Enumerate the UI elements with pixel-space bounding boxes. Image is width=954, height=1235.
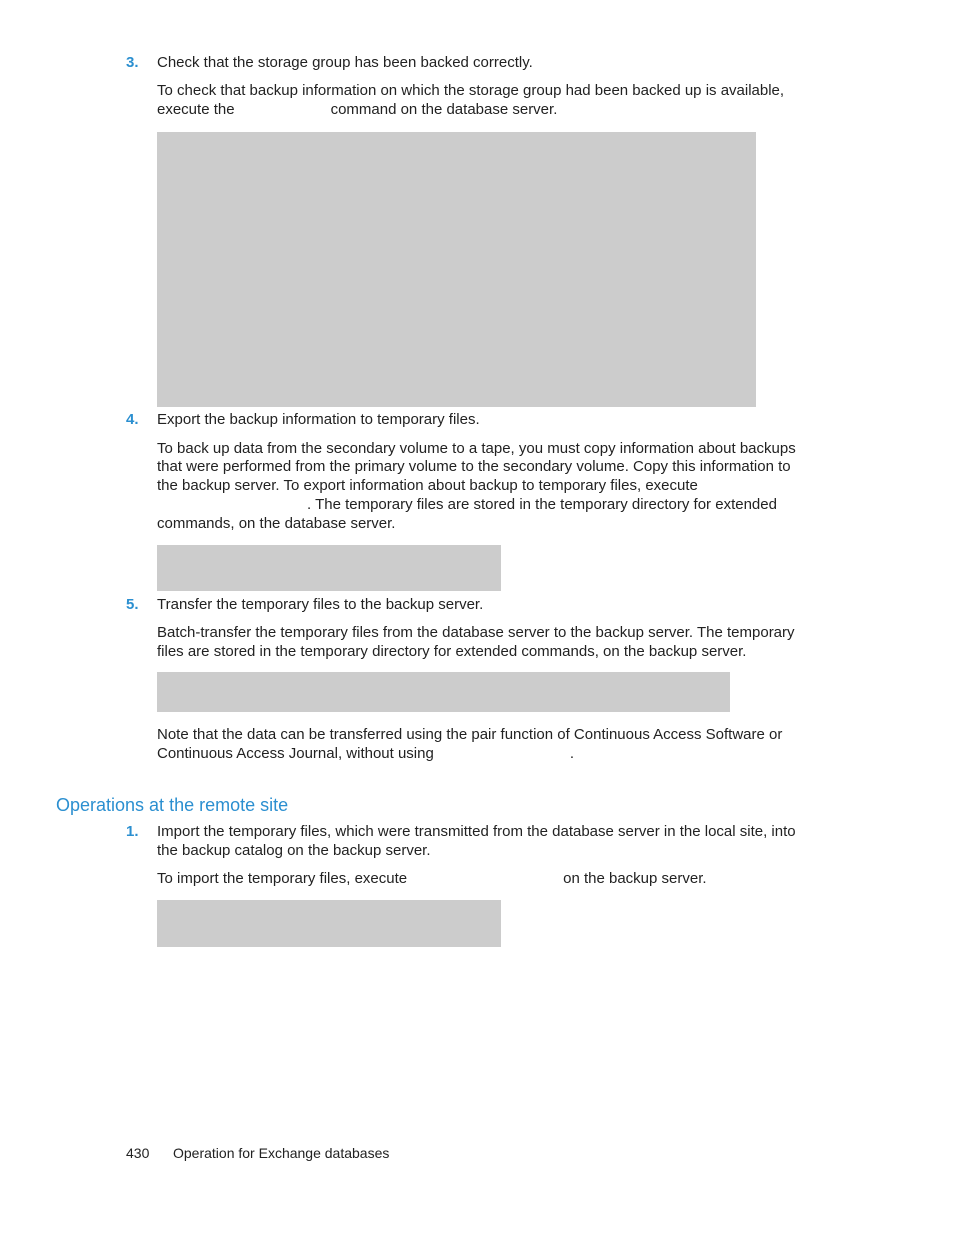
- step-3-title: Check that the storage group has been backed correctly.: [157, 54, 533, 71]
- step-number-3: 3.: [126, 54, 139, 71]
- step-number-5: 5.: [126, 596, 139, 613]
- step-5-note-line-2-a: Continuous Access Journal, without using: [157, 745, 434, 762]
- step-3-body-line-2-a: execute the: [157, 101, 235, 118]
- step-5-note-line-2-b: .: [569, 745, 574, 762]
- step-5-body-line-1: Batch-transfer the temporary files from the database server to the backup server. The temporary: [157, 624, 795, 641]
- remote-step-1-title-line-2: the backup catalog on the backup server.: [157, 842, 431, 859]
- code-block-step-4: [157, 545, 501, 591]
- step-5-note-line-1: Note that the data can be transferred using the pair function of Continuous Access Software or: [157, 726, 783, 743]
- step-number-4: 4.: [126, 411, 139, 428]
- step-4-title: Export the backup information to temporary files.: [157, 411, 480, 428]
- step-4-body-line-4-text: . The temporary files are stored in the temporary directory for extended: [307, 496, 777, 513]
- step-5-title: Transfer the temporary files to the backup server.: [157, 596, 484, 613]
- remote-step-1-body-a: To import the temporary files, execute: [157, 870, 408, 887]
- step-3-body-line-2-b: command on the database server.: [330, 101, 558, 118]
- step-4-body-line-3: the backup server. To export information about backup to temporary files, execute: [157, 477, 698, 494]
- section-heading: Operations at the remote site: [56, 795, 289, 815]
- remote-step-1-body: [157, 870, 707, 889]
- step-5-body-line-2: files are stored in the temporary directory for extended commands, on the backup server.: [157, 643, 747, 660]
- step-4-body-line-4: [157, 496, 777, 515]
- code-block-remote-step-1: [157, 900, 501, 947]
- remote-step-1-title-line-1: Import the temporary files, which were transmitted from the database server in the local site, into: [157, 823, 796, 840]
- remote-step-number-1: 1.: [126, 823, 139, 840]
- step-4-body-line-5: commands, on the database server.: [157, 515, 396, 532]
- step-4-body-line-2: that were performed from the primary volume to the secondary volume. Copy this information to: [157, 458, 791, 475]
- chapter-title: Operation for Exchange databases: [173, 1145, 390, 1161]
- remote-step-1-body-b: on the backup server.: [563, 870, 707, 887]
- code-block-step-3: [157, 132, 756, 407]
- code-block-step-5: [157, 672, 730, 712]
- step-5-note-line-2: [157, 745, 574, 764]
- page-number: 430: [126, 1145, 150, 1161]
- step-4-body-line-1: To back up data from the secondary volume to a tape, you must copy information about backups: [157, 440, 796, 457]
- step-3-body-line-1: To check that backup information on which the storage group had been backed up is available,: [157, 82, 785, 99]
- step-3-body-line-2: [157, 101, 557, 120]
